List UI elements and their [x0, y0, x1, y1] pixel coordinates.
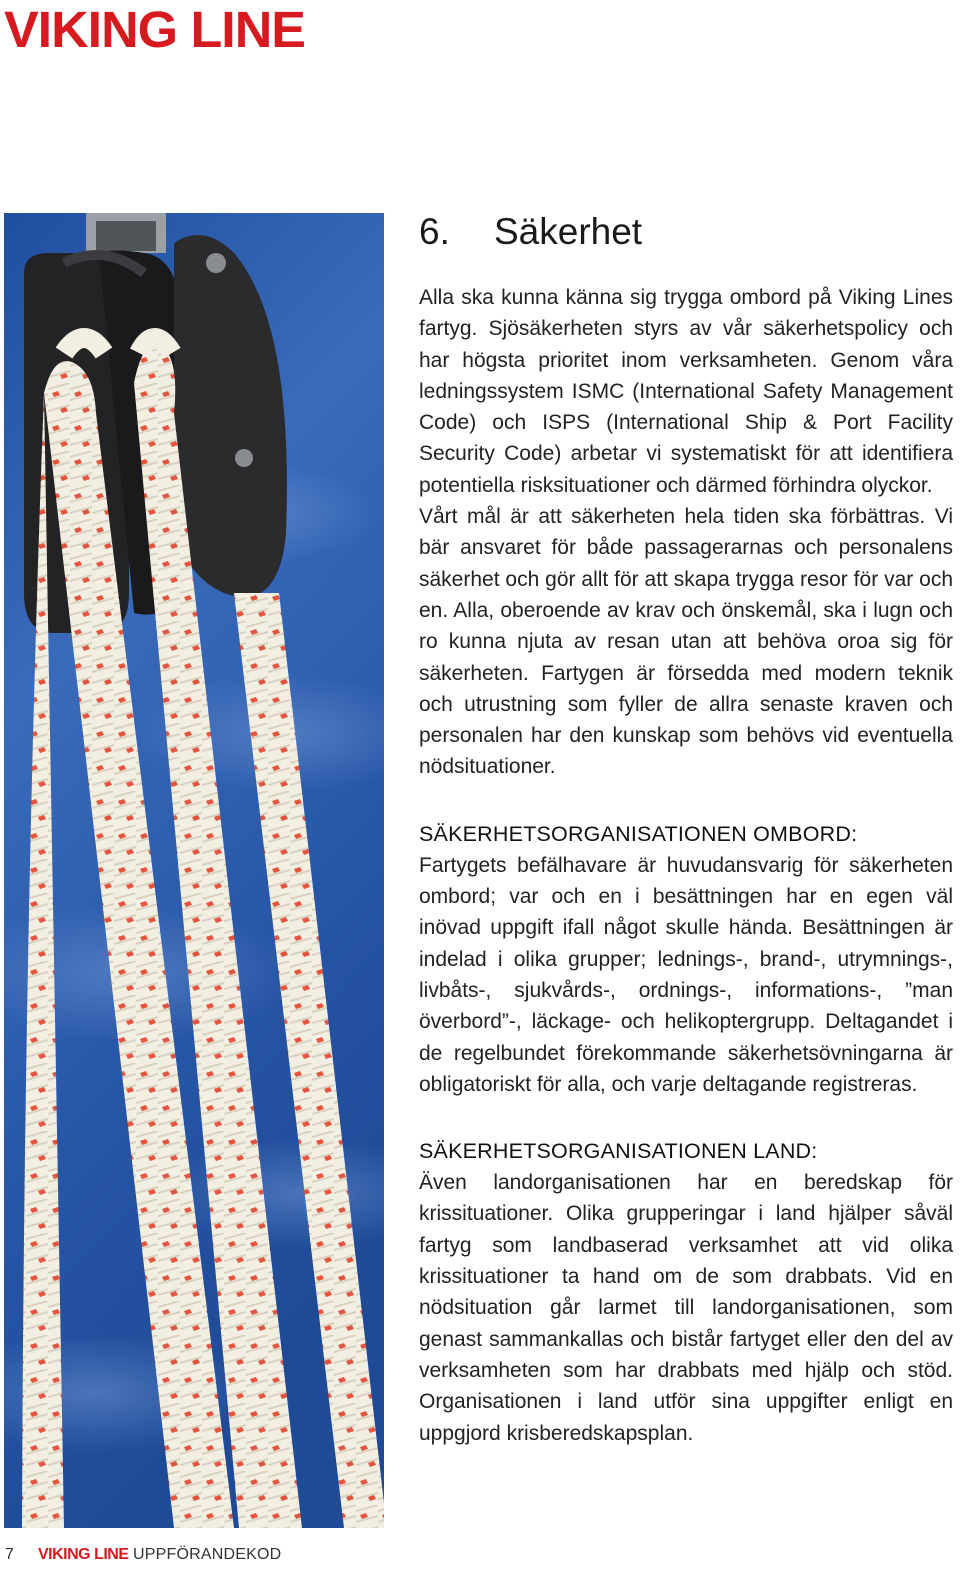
ombord-paragraph: Fartygets befälhavare är huvudansvarig för säkerheten ombord; var och en i besättningen har en egen väl inövad uppgift ifall något skulle hända. Besättningen är indelad i olika grupper; lednings-, brand-, utrymnings-, livbåts-, sjukvårds-, ordnings-, informations-, ”man överbord”-, läckage- och helikoptergrupp. Deltagandet i de regelbundet förekommande säkerhetsövningarna är obligatoriskt för alla, och varje deltagande registreras.	[419, 853, 953, 1096]
land-paragraph: Även landorganisationen har en beredskap för krissituationer. Olika grupperingar i land hjälper såväl fartyg som landbaserad verksamhet att vid olika krissituationer ta hand om de som drabbats. Vid en nödsituation går larmet till landorganisationen, som genast sammankallas och bistår fartyget eller den del av verksamheten som har drabbats med hjälp och stöd. Organisationen i land utför sina uppgifter enligt en uppgjord krisberedskapsplan.	[419, 1171, 953, 1445]
section-title	[419, 210, 953, 254]
subheading-land: SÄKERHETSORGANISATIONEN LAND:	[419, 1139, 818, 1164]
subheading-ombord: SÄKERHETSORGANISATIONEN OMBORD:	[419, 821, 858, 846]
footer-brand: VIKING LINE	[38, 1546, 129, 1563]
viking-line-logo: VIKING LINE	[4, 1, 305, 58]
pulley-rope-photo	[4, 213, 384, 1528]
content-column	[419, 210, 953, 1449]
goal-paragraph: Vårt mål är att säkerheten hela tiden ska förbättras. Vi bär ansvaret för både passagerarnas och personalens säkerhet och gör allt för att skapa trygga resor för var och en. Alla, oberoende av krav och önskemål, ska i lugn och ro kunna njuta av resan utan att behöva oroa sig för säkerheten. Fartygen är försedda med modern teknik och utrustning som fyller de allra senaste kraven och personalen har den kunskap som behövs vid eventuella nödsituationer.	[419, 505, 953, 779]
page-number: 7	[5, 1546, 14, 1563]
page-footer	[5, 1544, 281, 1566]
intro-paragraph: Alla ska kunna känna sig trygga ombord på Viking Lines fartyg. Sjösäkerheten styrs av vår säkerhetspolicy och har högsta prioritet inom verksamheten. Genom våra ledningssystem ISMC (International Safety Management Code) och ISPS (International Ship & Port Facility Security Code) arbetar vi systematiskt för att identifiera potentiella risksituationer och därmed förhindra olyckor.	[419, 286, 953, 497]
section-title-text: Säkerhet	[494, 211, 643, 252]
footer-doc-title: UPPFÖRANDEKOD	[132, 1546, 282, 1563]
section-number: 6.	[419, 211, 450, 252]
